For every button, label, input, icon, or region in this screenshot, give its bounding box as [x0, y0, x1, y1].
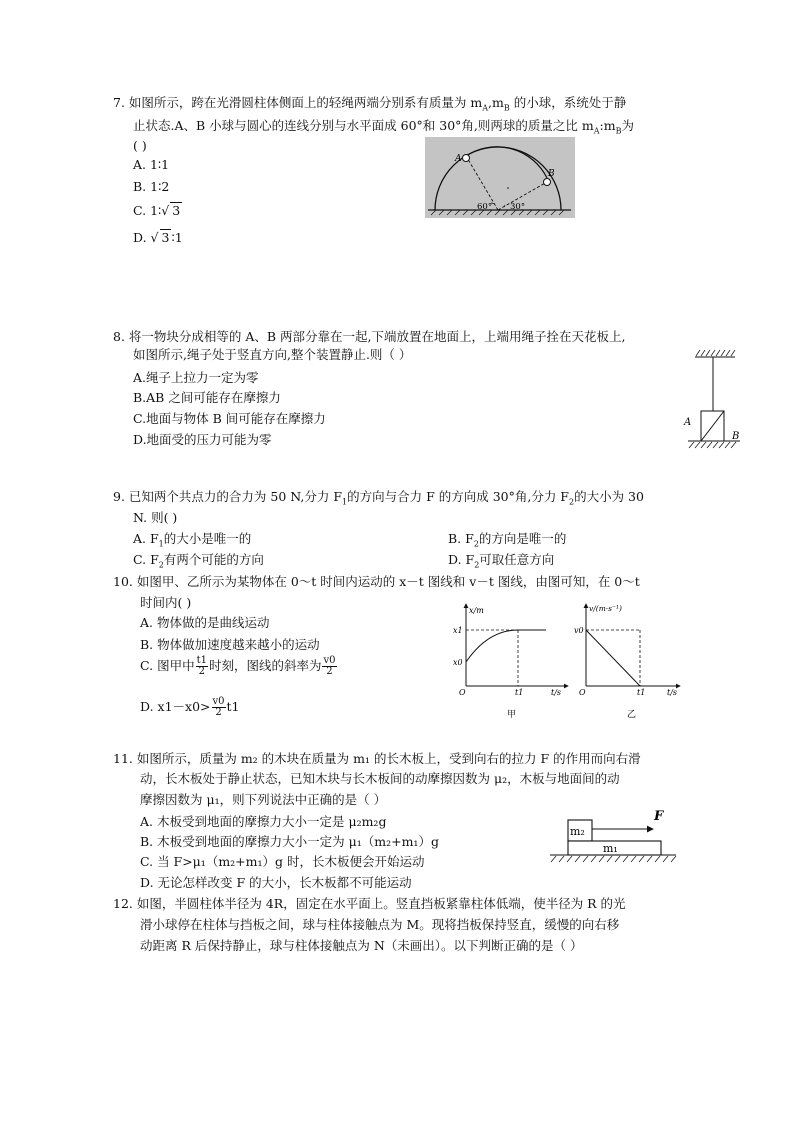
- q9-option-b: B. $F_2$的方向是唯一的: [448, 531, 567, 549]
- q8-block-figure: [682, 345, 752, 453]
- x1-label: x1: [453, 626, 463, 635]
- v0-label: v0: [574, 626, 584, 635]
- q12-stem-line3: 动距离 R 后保持静止，球与柱体接触点为 N（未画出）。以下判断正确的是（ ）: [140, 938, 583, 953]
- label-m1: m₁: [603, 842, 618, 855]
- caption-yi: 乙: [627, 710, 637, 720]
- q8-option-a: A.绳子上拉力一定为零: [133, 370, 259, 385]
- q8-stem-line1: 8. 将一物块分成相等的 A、B 两部分靠在一起,下端放置在地面上，上端用绳子拴在天花板上,: [113, 329, 626, 344]
- q7-option-b: B. 1∶2: [133, 179, 170, 194]
- q11-stem-line2: 动，长木板处于静止状态，已知木块与长木板间的动摩擦因数为 μ₂，木板与地面间的动: [140, 771, 620, 786]
- q12-stem-line2: 滑小球停在柱体与挡板之间，球与柱体接触点为 M。现将挡板保持竖直，缓慢的向右移: [140, 917, 620, 932]
- q11-stem-line1: 11. 如图所示，质量为 m₂ 的木块在质量为 m₁ 的长木板上，受到向右的拉力 F 的作用而向右滑: [113, 751, 641, 766]
- q8-option-b: B.AB 之间可能存在摩擦力: [133, 390, 281, 405]
- q11-option-c: C. 当 F>μ₁（m₂+m₁）g 时，长木板便会开始运动: [140, 854, 425, 869]
- label-b: B: [732, 431, 740, 442]
- q8-stem-line2: 如图所示,绳子处于竖直方向,整个装置静止.则（ ）: [133, 347, 412, 362]
- label-a: A: [684, 417, 692, 428]
- origin-label: O: [459, 688, 466, 697]
- ylabel: x/m: [469, 606, 484, 615]
- q10-option-b: B. 物体做加速度越来越小的运动: [140, 637, 320, 652]
- q8-option-c: C.地面与物体 B 间可能存在摩擦力: [133, 411, 326, 426]
- q10-stem-line1: 10. 如图甲、乙所示为某物体在 0～t 时间内运动的 x－t 图线和 v－t 图线，由图可知，在 0～t: [113, 574, 640, 589]
- t1-label: t1: [515, 688, 524, 697]
- q8-option-d: D.地面受的压力可能为零: [133, 432, 272, 447]
- origin-label: O: [579, 688, 586, 697]
- q12-stem-line1: 12. 如图，半圆柱体半径为 4R，固定在水平面上。竖直挡板紧靠柱体低端，使半径为 R 的光: [113, 896, 626, 911]
- q7-stem-line1: 7. 如图所示，跨在光滑圆柱体侧面上的轻绳两端分别系有质量为 $m_A,m_B$ 的小球，系统处于静: [113, 95, 627, 113]
- angle-60-label: 60°: [477, 202, 493, 212]
- x0-label: x0: [453, 658, 463, 667]
- xlabel: t/s: [551, 688, 562, 697]
- q9-stem-line1: 9. 已知两个共点力的合力为 50 N,分力 $F_1$的方向与合力 F 的方向成 30°角,分力 $F_2$的大小为 30: [113, 489, 644, 507]
- q11-option-a: A. 木板受到地面的摩擦力大小一定是 μ₂m₂g: [140, 814, 387, 829]
- q7-option-a: A. 1∶1: [133, 157, 170, 172]
- label-m2: m₂: [570, 825, 585, 838]
- q9-stem-line2: N. 则( ): [133, 510, 178, 525]
- sqrt-sign: √: [161, 203, 170, 218]
- q10-option-c: C. 图甲中 $\frac{t1}{2}$ 时刻，图线的斜率为 $\frac{v0}{2}$: [140, 655, 336, 677]
- q11-board-figure: [548, 804, 678, 866]
- q7-stem-line2: 止状态.A、B 小球与圆心的连线分别与水平面成 60°和 30°角,则两球的质量之比 $m_A:m_B$为: [133, 118, 634, 136]
- caption-jia: 甲: [507, 710, 517, 720]
- sqrt-sign: √: [150, 230, 159, 245]
- q10-option-a: A. 物体做的是曲线运动: [140, 615, 270, 630]
- q7-answer-blank: ( ): [133, 138, 147, 153]
- q9-option-d: D. $F_2$可取任意方向: [448, 552, 555, 570]
- q11-option-b: B. 木板受到地面的摩擦力大小一定为 μ₁（m₂+m₁）g: [140, 834, 439, 849]
- q10-xt-graph: [448, 600, 574, 722]
- ylabel: v/(m·s⁻¹): [589, 604, 622, 613]
- q10-stem-line2: 时间内( ): [140, 595, 192, 610]
- q10-option-d: D. x1－x0> $\frac{v0}{2}$ t1: [140, 696, 240, 718]
- label-f: F: [654, 809, 664, 824]
- angle-30-label: 30°: [510, 202, 526, 212]
- q11-stem-line3: 摩擦因数为 μ₁，则下列说法中正确的是（ ）: [140, 792, 387, 807]
- label-b: B: [548, 169, 555, 179]
- q9-option-c: C. $F_2$有两个可能的方向: [133, 552, 264, 570]
- q9-option-a: A. $F_1$的大小是唯一的: [133, 531, 252, 549]
- xlabel: t/s: [667, 688, 678, 697]
- t1-label: t1: [637, 688, 646, 697]
- q7-option-c: C. 1∶√ 3: [133, 203, 181, 218]
- q10-vt-graph: [566, 600, 688, 722]
- q11-option-d: D. 无论怎样改变 F 的大小，长木板都不可能运动: [140, 875, 412, 890]
- q7-option-d: D. √ 3 ∶1: [133, 230, 183, 245]
- label-a: A: [455, 154, 462, 164]
- q7-cylinder-figure: [425, 137, 575, 218]
